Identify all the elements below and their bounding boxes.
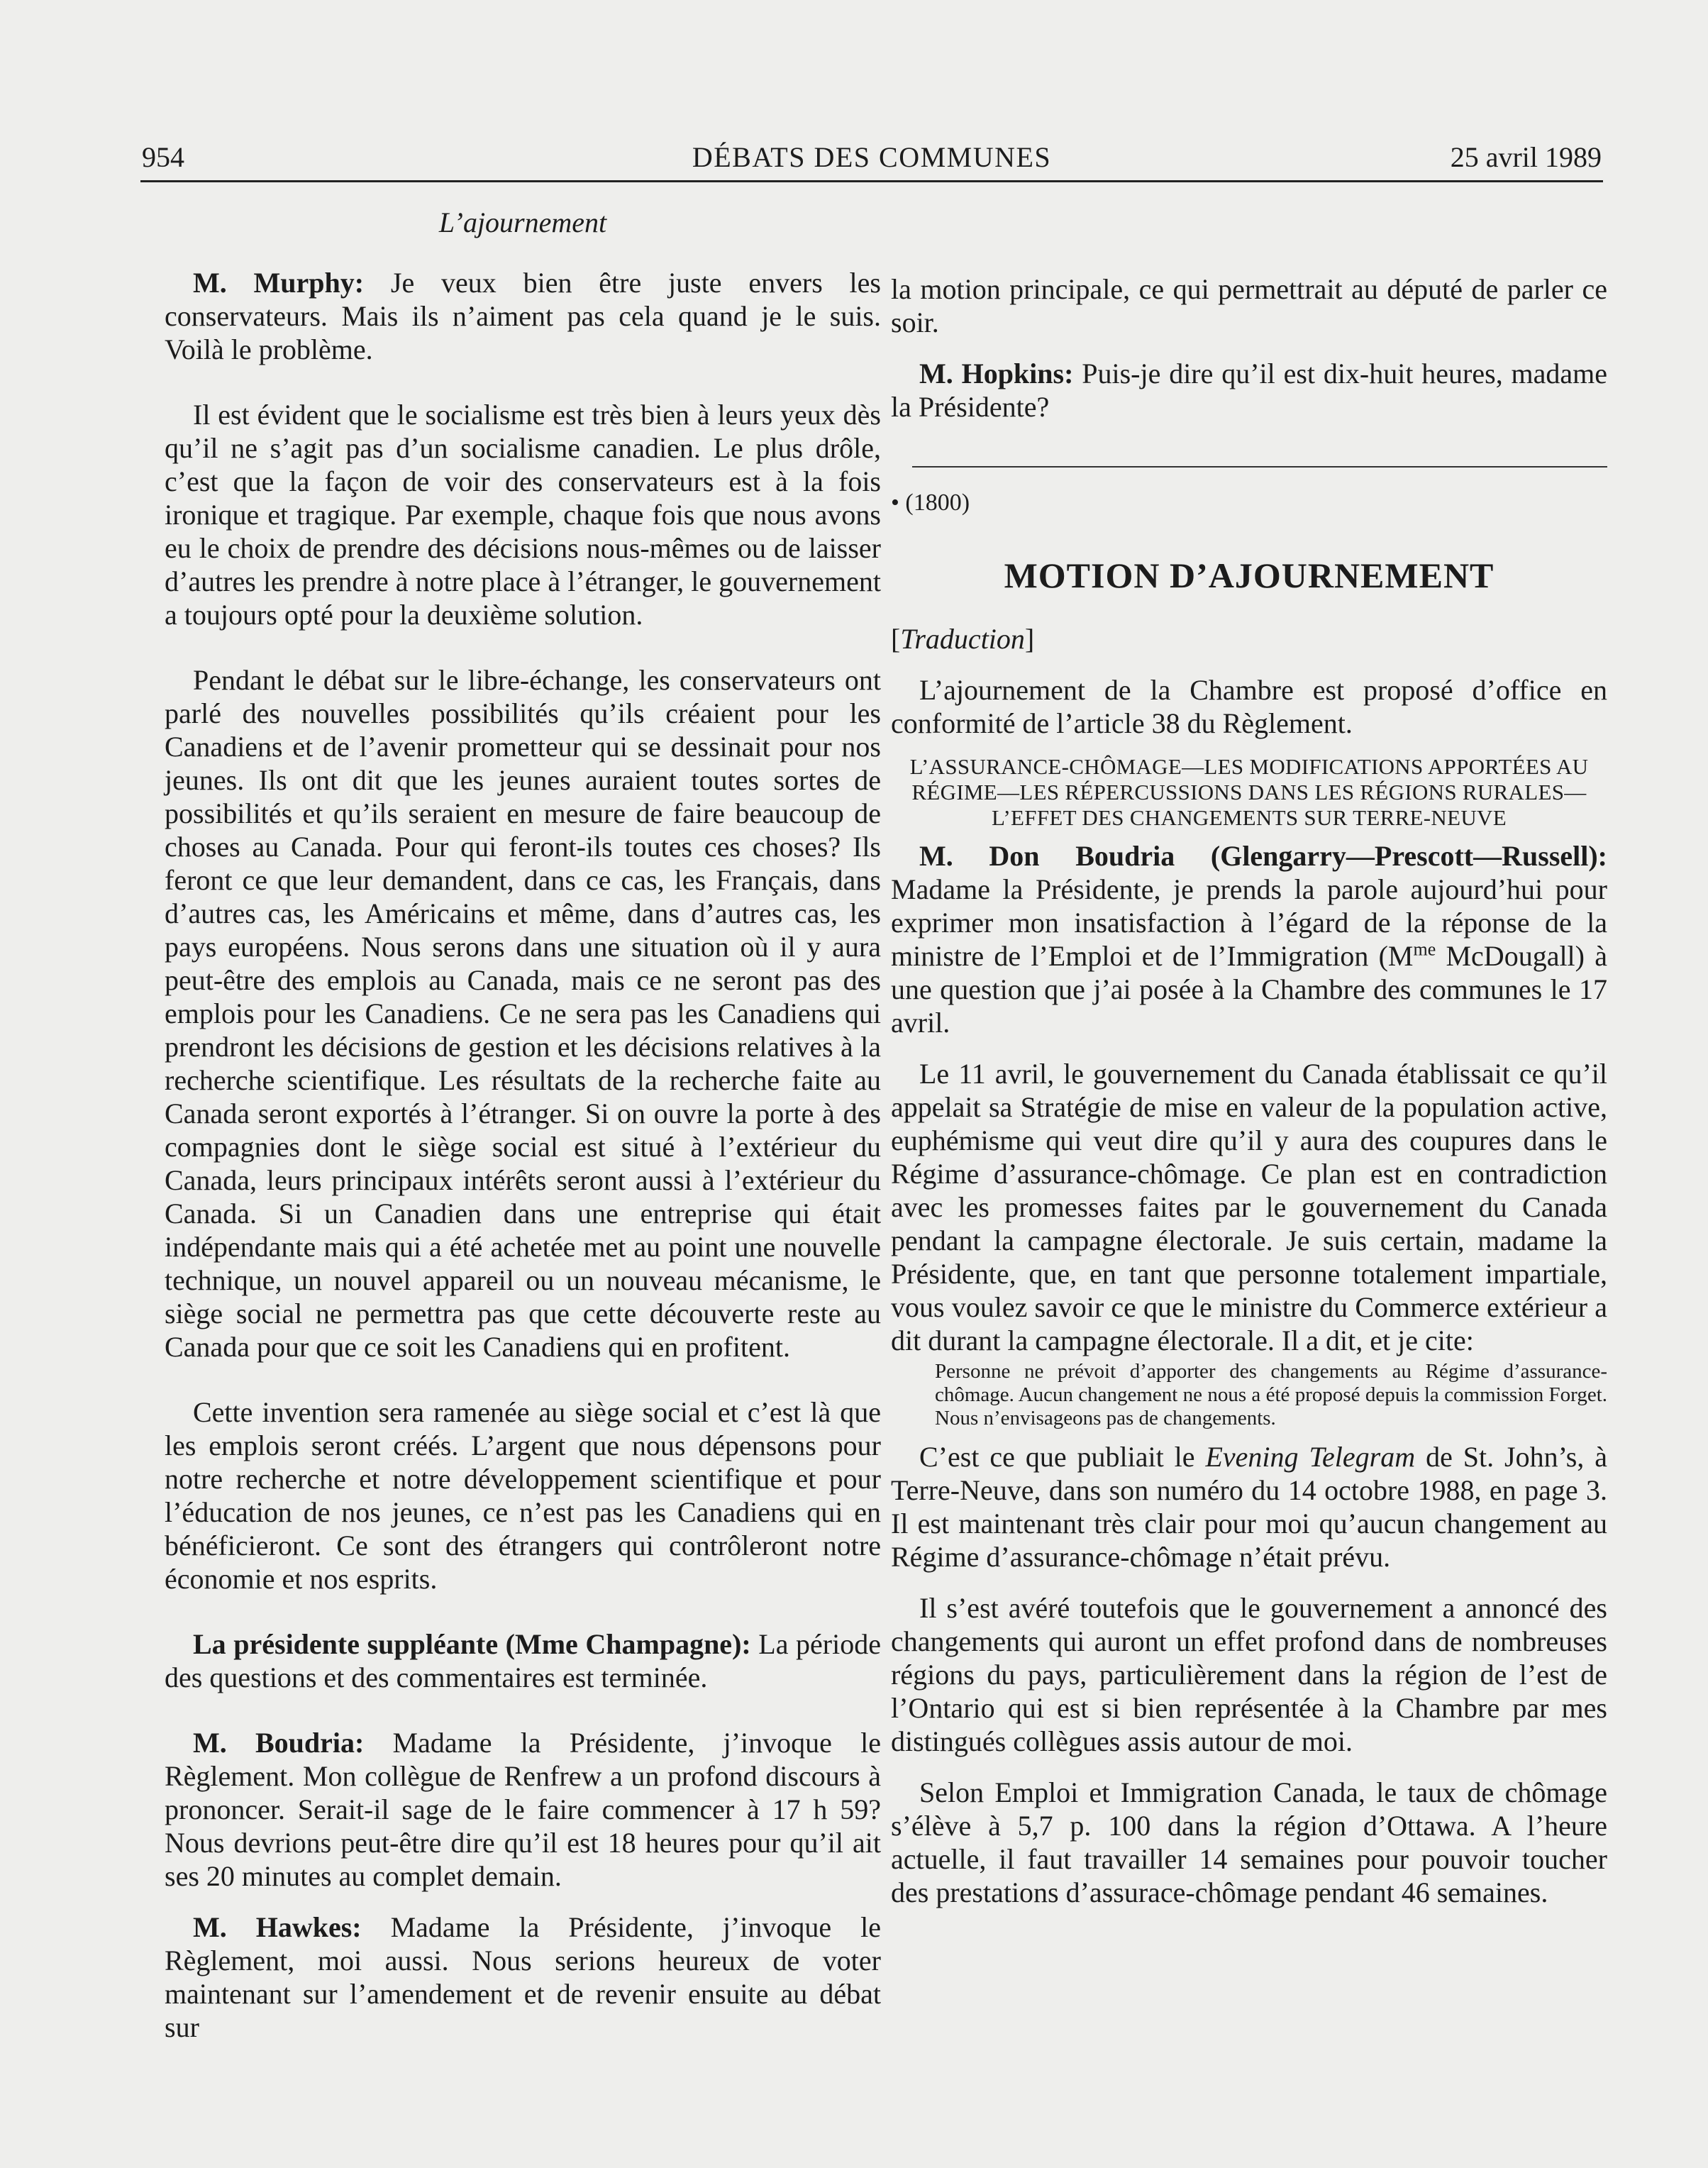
speech-text: C’est ce que publiait le — [919, 1441, 1206, 1473]
speech-text: Puis-je dire qu’il est dix-huit heures, madame la Présidente? — [891, 358, 1608, 423]
speech-text: La période des questions et des commentaires est terminée. — [165, 1628, 881, 1693]
section-subhead: L’ajournement — [438, 206, 607, 238]
speaker-name: M. Hopkins: — [919, 358, 1074, 389]
translation-label: Traduction — [900, 623, 1025, 655]
speech-text: McDougall) à une question que j’ai posée à la Chambre des communes le 17 avril. — [891, 940, 1607, 1039]
paragraph: la motion principale, ce qui permettrait au député de parler ce soir. — [891, 273, 1607, 338]
paragraph: Il s’est avéré toutefois que le gouvernement a annoncé des changements qui auront un effet profond dans de nombreuses régions du pays, particulièrement dans la région de l’est de l’Ontario qui est si bien représentée à la Chambre par mes distingués collègues assis autour de moi. — [891, 1592, 1607, 1757]
speaker-name: M. Murphy: — [193, 267, 365, 299]
speech-text: Madame la Présidente, j’invoque le Règlement. Mon collègue de Renfrew a un profond discours à prononcer. Serait-il sage de le faire commencer à 17 h 59? Nous devrions peut-être dire qu’il est 18 heures pour qu’il ait ses 20 minutes au complet demain. — [165, 1727, 881, 1892]
paragraph — [165, 266, 881, 366]
paragraph: L’ajournement de la Chambre est proposé d’office en conformité de l’article 38 du Règlement. — [891, 674, 1607, 739]
newspaper-title: Evening Telegram — [1205, 1441, 1416, 1473]
section-title: MOTION D’AJOURNEMENT — [1004, 555, 1494, 595]
superscript: me — [1413, 939, 1436, 960]
right-column — [891, 206, 1607, 1909]
speaker-name: M. Hawkes: — [193, 1911, 362, 1943]
time-marker: • (1800) — [891, 490, 970, 516]
paragraph — [891, 357, 1607, 424]
speaker-name: La présidente suppléante (Mme Champagne): — [193, 1628, 751, 1660]
section-divider — [912, 466, 1607, 468]
block-quote: Personne ne prévoit d’apporter des changements au Régime d’assurance-chômage. Aucun changement ne nous a été proposé depuis la commission Forget. Nous n’envisageons pas de changements. — [935, 1360, 1607, 1429]
paragraph: Pendant le débat sur le libre-échange, les conservateurs ont parlé des nouvelles possibilités qu’ils créaient pour les Canadiens et de l’avenir prometteur qui se dessinait pour nos jeunes. Ils ont dit que les jeunes auraient toutes sortes de possibilités et qu’ils seraient en mesure de faire beaucoup de choses au Canada. Pour qui feront-ils toutes ces choses? Ils feront ce que leur demandent, dans ce cas, les Français, dans d’autres cas, les Américains et même, dans d’autres cas, les pays européens. Nous serons dans une situation où il y aura peut-être des emplois au Canada, mais ce ne seront pas des emplois pour les Canadiens. Ce ne sera pas les Canadiens qui prendront les décisions de gestion et les décisions relatives à la recherche scientifique. Les résultats de la recherche faite au Canada seront exportés à l’étranger. Si on ouvre la porte à des compagnies dont le siège social est situé à l’extérieur du Canada, leurs principaux intérêts seront aussi à l’extérieur du Canada. Si un Canadien dans une entreprise qui était indépendante mais qui a été achetée met au point une nouvelle technique, un nouvel appareil ou un nouveau mécanisme, le siège social ne permettra pas que cette découverte reste au Canada pour que ce soit les Canadiens qui en profitent. — [165, 664, 881, 1363]
speaker-name: M. Don Boudria (Glengarry—Prescott—Russell): — [919, 840, 1607, 872]
paragraph: Il est évident que le socialisme est très bien à leurs yeux dès qu’il ne s’agit pas d’un socialisme canadien. Le plus drôle, c’est que la façon de voir des conservateurs est à la fois ironique et tragique. Par exemple, chaque fois que nous avons eu le choix de prendre des décisions nous-mêmes ou de laisser d’autres les prendre à notre place à l’étranger, le gouvernement a toujours opté pour la deuxième solution. — [165, 399, 881, 631]
left-column — [165, 206, 881, 2044]
paragraph: Selon Emploi et Immigration Canada, le taux de chômage s’élève à 5,7 p. 100 dans la région d’Ottawa. A l’heure actuelle, il faut travailler 14 semaines pour pouvoir toucher des prestations d’assurace-chômage pendant 46 semaines. — [891, 1776, 1607, 1908]
page-header — [140, 138, 1603, 182]
publication-title: DÉBATS DES COMMUNES — [692, 141, 1052, 173]
page-number: 954 — [142, 141, 184, 173]
speech-text: Je veux bien être juste envers les conservateurs. Mais ils n’aiment pas cela quand je le suis. Voilà le problème. — [165, 267, 881, 365]
paragraph — [165, 1726, 881, 1893]
speech-text: Madame la Présidente, je prends la parole aujourd’hui pour exprimer mon insatisfaction à l’égard de la réponse de la ministre de l’Emploi et de l’Immigration (M — [891, 873, 1607, 972]
paragraph: Cette invention sera ramenée au siège social et c’est là que les emplois seront créés. L’argent que nous dépensons pour notre recherche et notre développement scientifique et pour l’éducation de nos jeunes, ce n’est pas les Canadiens qui en bénéficieront. Ce sont des étrangers qui contrôleront notre économie et nos esprits. — [165, 1396, 881, 1595]
topic-heading: L’ASSURANCE-CHÔMAGE—LES MODIFICATIONS APPORTÉES AU RÉGIME—LES RÉPERCUSSIONS DANS LES RÉGIONS RURALES—L’EFFET DES CHANGEMENTS SUR TERRE-NEUVE — [909, 754, 1589, 830]
speaker-name: M. Boudria: — [193, 1727, 365, 1759]
paragraph — [891, 1440, 1607, 1574]
paragraph — [165, 1627, 881, 1694]
paragraph — [891, 839, 1607, 1039]
speech-text: Madame la Présidente, j’invoque le Règlement, moi aussi. Nous serions heureux de voter maintenant sur l’amendement et de revenir ensuite au débat sur — [165, 1911, 881, 2043]
paragraph — [165, 1910, 881, 2044]
paragraph: Le 11 avril, le gouvernement du Canada établissait ce qu’il appelait sa Stratégie de mise en valeur de la population active, euphémisme qui veut dire qu’il y aura des coupures dans le Régime d’assurance-chômage. Ce plan est en contradiction avec les promesses faites par le gouvernement du Canada pendant la campagne électorale. Je suis certain, madame la Présidente, que, en tant que personne totalement impartiale, vous voulez savoir ce que le ministre du Commerce extérieur a dit durant la campagne électorale. Il a dit, et je cite: — [891, 1058, 1607, 1356]
translation-note: [Traduction] — [891, 623, 1035, 655]
page-date: 25 avril 1989 — [1450, 141, 1602, 173]
speech-text: de St. John’s, à Terre-Neuve, dans son numéro du 14 octobre 1988, en page 3. Il est maintenant très clair pour moi qu’aucun changement au Régime d’assurance-chômage n’était prévu. — [891, 1441, 1607, 1573]
